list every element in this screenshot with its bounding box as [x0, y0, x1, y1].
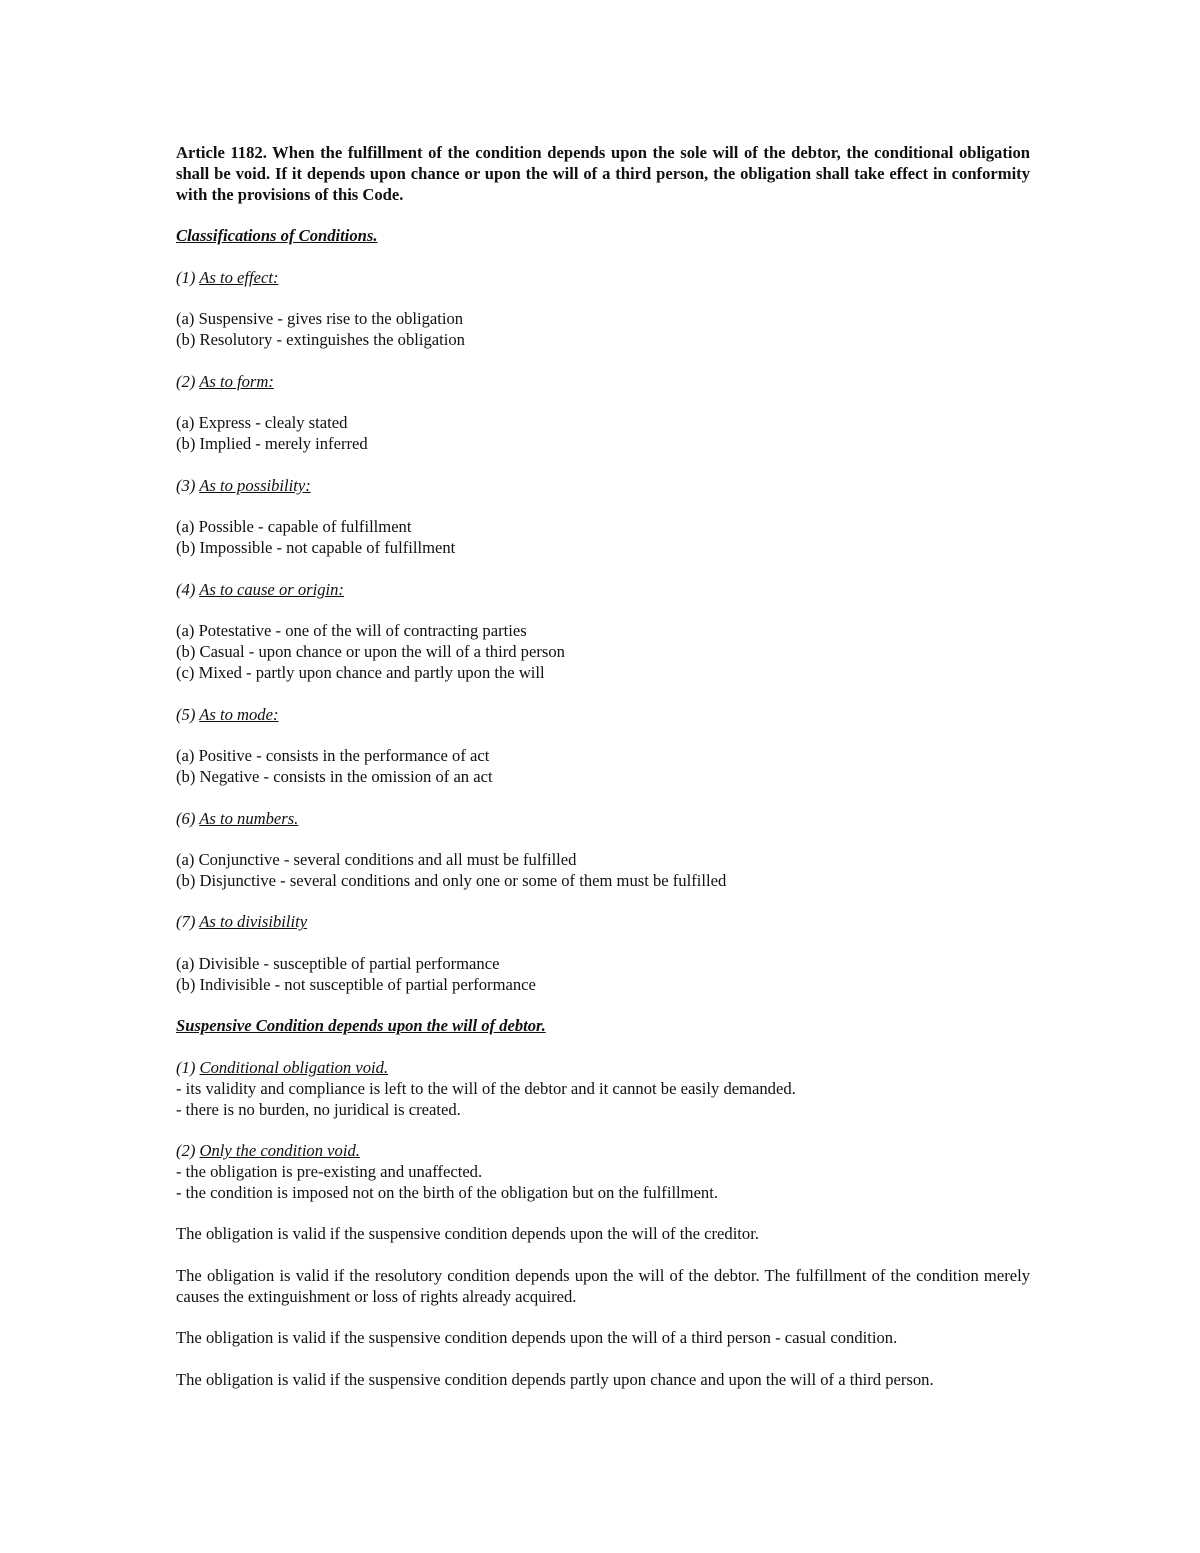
classification-title: (3) As to possibility:	[176, 475, 311, 495]
classification-item: (b) Casual - upon chance or upon the will of a third person	[176, 642, 565, 662]
classification-item: (a) Divisible - susceptible of partial performance	[176, 954, 500, 974]
article-1182-text: Article 1182. When the fulfillment of the condition depends upon the sole will of the debtor, the conditional obligation shall be void. If it depends upon chance or upon the will of a third person, the obligation shall take effect in conformity with the provisions of this Code.	[176, 143, 1030, 204]
suspensive-heading: Suspensive Condition depends upon the will of debtor.	[176, 1016, 546, 1036]
document-body	[176, 143, 1030, 1391]
paragraph: The obligation is valid if the suspensive condition depends upon the will of a third person - casual condition.	[176, 1328, 898, 1348]
classification-title: (6) As to numbers.	[176, 808, 299, 828]
classification-item: (b) Indivisible - not susceptible of partial performance	[176, 974, 536, 994]
classification-item: (a) Potestative - one of the will of contracting parties	[176, 621, 527, 641]
suspensive-subtitle: (1) Conditional obligation void.	[176, 1058, 389, 1078]
classification-title: (2) As to form:	[176, 371, 274, 391]
paragraph: The obligation is valid if the suspensive condition depends partly upon chance and upon the will of a third person.	[176, 1370, 934, 1390]
classification-title: (5) As to mode:	[176, 704, 279, 724]
classification-item: (b) Implied - merely inferred	[176, 434, 368, 454]
suspensive-item: - there is no burden, no juridical is created.	[176, 1099, 461, 1119]
classification-item: (b) Disjunctive - several conditions and only one or some of them must be fulfilled	[176, 870, 727, 890]
suspensive-item: - the condition is imposed not on the birth of the obligation but on the fulfillment.	[176, 1182, 718, 1202]
classification-title: (4) As to cause or origin:	[176, 579, 344, 599]
paragraph: The obligation is valid if the suspensive condition depends upon the will of the creditor.	[176, 1224, 759, 1244]
suspensive-subtitle: (2) Only the condition void.	[176, 1141, 360, 1161]
classification-item: (a) Express - clealy stated	[176, 413, 348, 433]
classification-item: (a) Positive - consists in the performance of act	[176, 746, 490, 766]
suspensive-item: - its validity and compliance is left to the will of the debtor and it cannot be easily demanded.	[176, 1078, 796, 1098]
classification-item: (c) Mixed - partly upon chance and partly upon the will	[176, 662, 545, 682]
classification-title: (7) As to divisibility	[176, 912, 308, 932]
classification-item: (a) Conjunctive - several conditions and all must be fulfilled	[176, 850, 577, 870]
paragraph: The obligation is valid if the resolutory condition depends upon the will of the debtor. The fulfillment of the condition merely causes the extinguishment or loss of rights already acquired.	[176, 1266, 1030, 1306]
classification-item: (b) Resolutory - extinguishes the obligation	[176, 330, 465, 350]
classification-item: (a) Possible - capable of fulfillment	[176, 517, 412, 537]
classification-title: (1) As to effect:	[176, 267, 279, 287]
classification-item: (b) Negative - consists in the omission of an act	[176, 766, 493, 786]
classification-item: (a) Suspensive - gives rise to the obligation	[176, 309, 464, 329]
classification-item: (b) Impossible - not capable of fulfillment	[176, 538, 456, 558]
suspensive-item: - the obligation is pre-existing and unaffected.	[176, 1162, 483, 1182]
classifications-heading: Classifications of Conditions.	[176, 226, 378, 246]
